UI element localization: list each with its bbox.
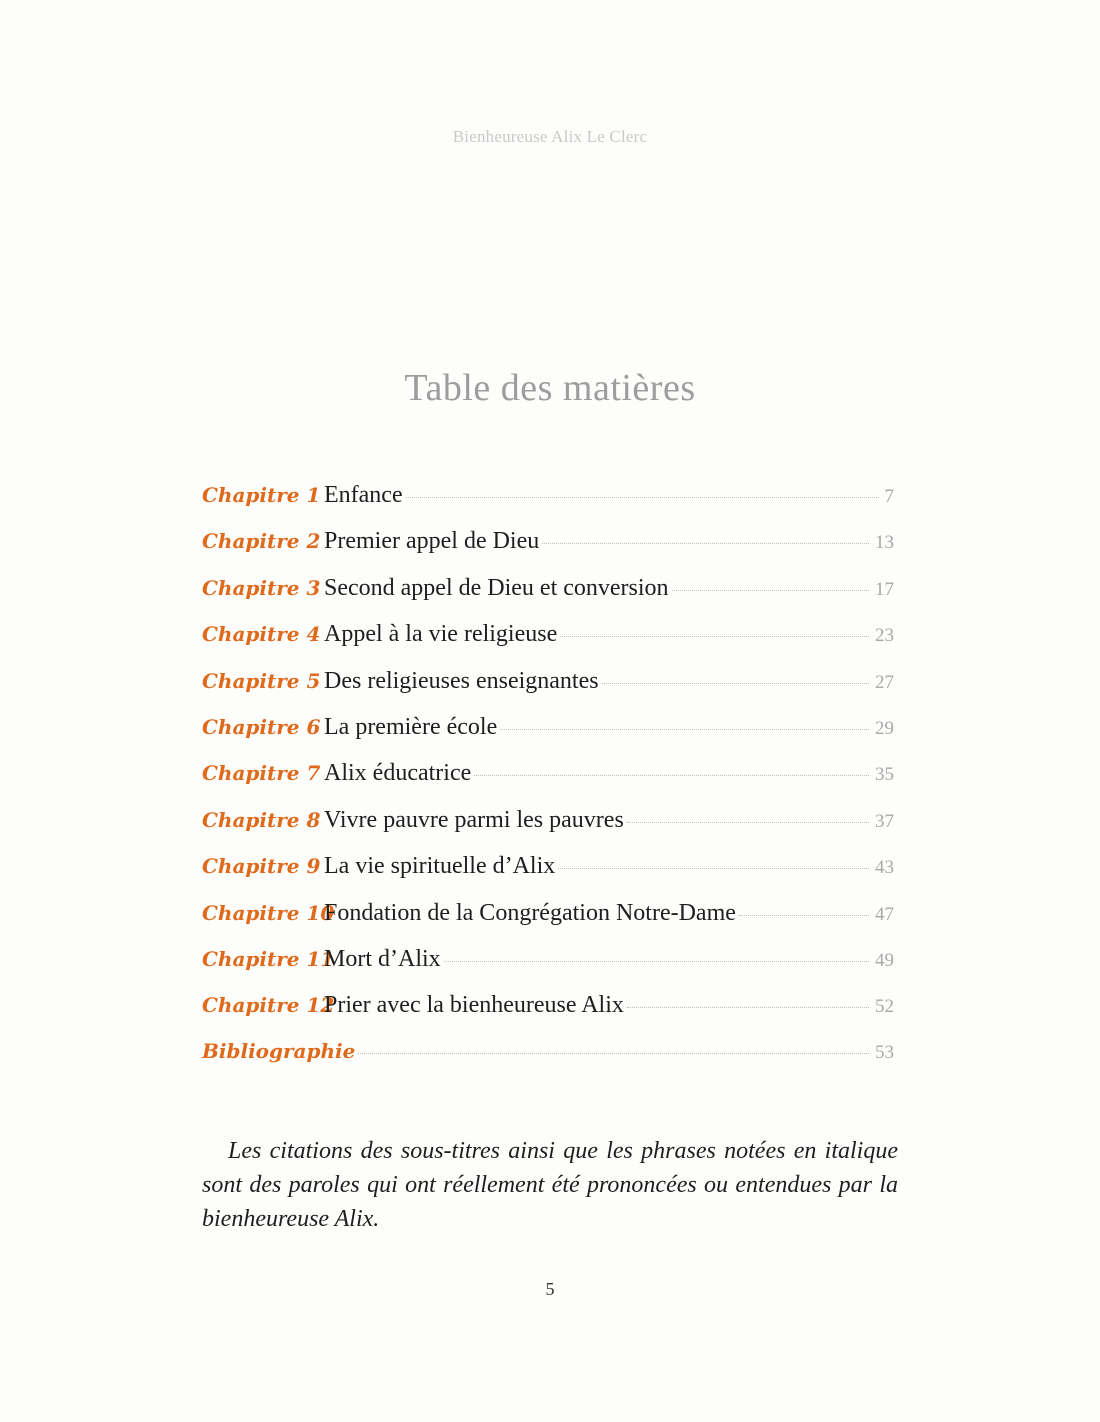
toc-entry-chapter-9[interactable] (202, 853, 894, 899)
dot-leader (558, 868, 869, 869)
page-number: 17 (875, 578, 894, 600)
bibliography-label: Bibliographie (202, 1038, 356, 1063)
toc-entry-bibliography[interactable] (202, 1039, 894, 1085)
chapter-title: Vivre pauvre parmi les pauvres (324, 806, 624, 833)
chapter-title: Second appel de Dieu et conversion (324, 574, 669, 601)
chapter-label: Chapitre 12 (202, 993, 335, 1018)
chapter-title: La première école (324, 713, 498, 740)
page-number: 23 (875, 625, 894, 647)
chapter-title: La vie spirituelle d’Alix (324, 853, 556, 880)
chapter-label: Chapitre 2 (202, 529, 321, 554)
italic-note: Les citations des sous-titres ainsi que les phrases notées en italique sont des paroles qui ont réellement été prononcées ou entendues par la bienheureuse Alix. (202, 1138, 898, 1232)
dot-leader (739, 915, 869, 916)
page-number: 29 (875, 717, 894, 739)
toc-entry-chapter-3[interactable] (202, 575, 894, 621)
chapter-label: Chapitre 1 (202, 483, 321, 507)
chapter-title: Enfance (324, 482, 403, 508)
toc-entry-chapter-6[interactable] (202, 714, 894, 760)
chapter-label: Chapitre 10 (202, 900, 335, 925)
page-title: Table des matières (404, 367, 696, 409)
page-number: 47 (875, 903, 894, 925)
toc-entry-chapter-11[interactable] (202, 946, 894, 992)
dot-leader (560, 636, 869, 637)
page-number: 37 (875, 810, 894, 832)
chapter-title: Mort d’Alix (324, 945, 441, 972)
toc-entry-chapter-1[interactable] (202, 482, 894, 528)
dot-leader (602, 683, 869, 684)
chapter-label: Chapitre 11 (202, 946, 335, 971)
dot-leader (358, 1053, 869, 1054)
chapter-title: Des religieuses enseignantes (324, 667, 599, 694)
chapter-title: Appel à la vie religieuse (324, 621, 558, 648)
chapter-title: Premier appel de Dieu (324, 528, 540, 555)
toc-entry-chapter-8[interactable] (202, 807, 894, 853)
chapter-title: Prier avec la bienheureuse Alix (324, 992, 624, 1019)
chapter-label: Chapitre 8 (202, 807, 321, 832)
chapter-title: Alix éducatrice (324, 760, 472, 787)
page-number: 27 (875, 671, 894, 693)
running-header: Bienheureuse Alix Le Clerc (452, 127, 648, 146)
page-number: 53 (875, 1041, 894, 1063)
table-of-contents (202, 482, 894, 1085)
toc-entry-chapter-4[interactable] (202, 621, 894, 667)
page-number: 7 (884, 486, 894, 507)
dot-leader (542, 543, 869, 544)
toc-entry-chapter-10[interactable] (202, 900, 894, 946)
toc-entry-chapter-7[interactable] (202, 760, 894, 806)
chapter-label: Chapitre 4 (202, 622, 321, 647)
chapter-title: Fondation de la Congrégation Notre-Dame (324, 899, 736, 926)
dot-leader (627, 822, 869, 823)
dot-leader (444, 961, 869, 962)
page-number: 49 (875, 949, 894, 971)
chapter-label: Chapitre 9 (202, 854, 321, 879)
dot-leader (474, 775, 869, 776)
chapter-label: Chapitre 5 (202, 668, 321, 693)
dot-leader (672, 590, 869, 591)
chapter-label: Chapitre 6 (202, 714, 321, 739)
page-number: 52 (875, 996, 894, 1018)
toc-entry-chapter-12[interactable] (202, 992, 894, 1038)
toc-entry-chapter-2[interactable] (202, 528, 894, 574)
page-number: 43 (875, 857, 894, 879)
page-number: 35 (875, 764, 894, 786)
dot-leader (500, 729, 869, 730)
dot-leader (406, 497, 879, 498)
toc-entry-chapter-5[interactable] (202, 668, 894, 714)
page-number: 13 (875, 532, 894, 554)
folio-page-number: 5 (545, 1279, 555, 1299)
dot-leader (627, 1007, 869, 1008)
chapter-label: Chapitre 7 (202, 761, 321, 786)
chapter-label: Chapitre 3 (202, 575, 321, 600)
